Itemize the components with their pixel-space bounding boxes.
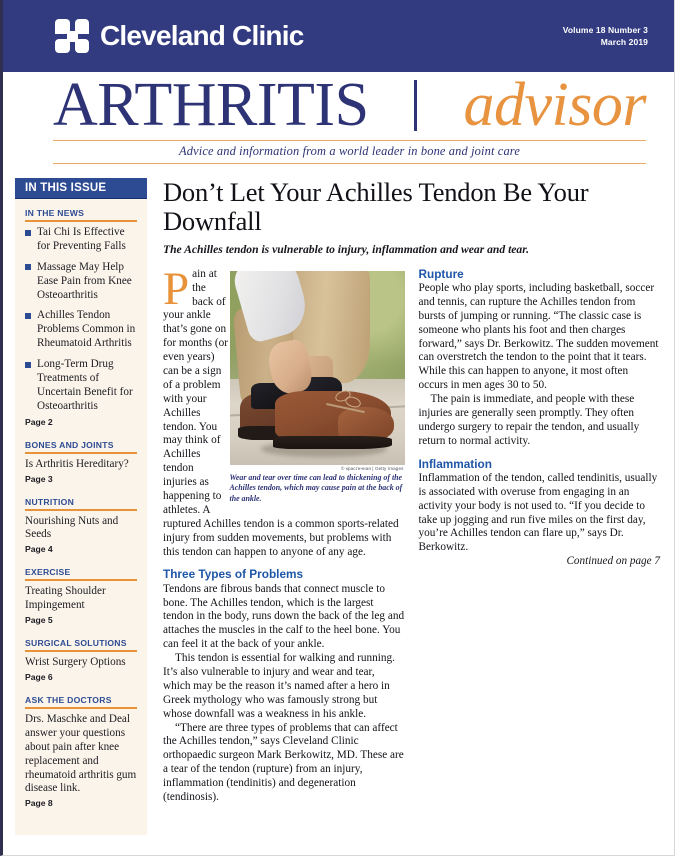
sidebar-kicker: IN THE NEWS [25,208,137,222]
lead-article [147,178,660,835]
article-figure [230,271,405,505]
sidebar-section-surgical-solutions [25,638,137,682]
tagline: Advice and information from a world leader in bone and joint care [179,144,520,158]
man-adjusting-brown-leather-shoe-photo [230,271,405,465]
subhead-three-types: Three Types of Problems [163,567,304,582]
article-paragraph: Inflammation of the tendon, called tendinitis, usually is associated with overuse from engaging in an activity your body is not used to. “If you decide to take up jogging and run five miles on the first day, you’re Achilles tendon can flare up,” says Dr. Berkowitz. [418,471,658,554]
article-paragraph: Tendons are fibrous bands that connect muscle to bone. The Achilles tendon, which is the largest tendon in the body, runs down the back of the leg and attaches the muscles in the calf to the heel bone. You can feel it at the back of your ankle. [163,582,405,651]
tagline-block [53,140,646,164]
photo-credit: © крастичная | Getty Images [341,466,404,472]
publication-logotype [53,71,646,140]
logotype-area [3,72,674,140]
sidebar-section-nutrition [25,497,137,555]
page-title: Don’t Let Your Achilles Tendon Be Your Downfall [163,177,589,237]
sidebar-page-ref[interactable]: Page 3 [25,473,53,484]
square-bullet-icon [25,313,31,319]
issue-info [563,24,660,49]
sidebar-section-in-the-news [25,208,137,427]
page-content [3,164,674,835]
sidebar-entry-title[interactable]: Is Arthritis Hereditary? [25,457,129,470]
sidebar-page-ref[interactable]: Page 4 [25,544,53,555]
square-bullet-icon [25,362,31,368]
sidebar-page-ref[interactable]: Page 5 [25,615,53,626]
article-paragraph: “There are three types of problems that can affect the Achilles tendon,” says Cleveland Clinic orthopaedic surgeon Mark Berkowitz, MD. These are a tear of the tendon (rupture) from an injury, inflammation (tendinitis) and degeneration (tendinosis). [163,721,404,804]
sidebar-entry-title[interactable]: Nourishing Nuts and Seeds [25,514,119,541]
article-deck: The Achilles tendon is vulnerable to injury, inflammation and wear and tear. [163,243,530,257]
sidebar-section-exercise [25,567,137,625]
sidebar-page-ref[interactable]: Page 6 [25,672,53,683]
sidebar-entry-title[interactable]: Treating Shoulder Impingement [25,585,106,612]
article-paragraph: This tendon is essential for walking and running. It’s also vulnerable to injury and wear and tear, which may be the reason it’s named after a hero in Greek mythology who was famously strong but whose downfall was a weakness in his ankle. [163,652,395,720]
article-paragraph: People who play sports, including basketball, soccer and tennis, can rupture the Achilles tendon from bursts of jumping or running. “The classic case is someone who plants his foot and then charges forward,” says Dr. Berkowitz. The sudden movement can overstretch the tendon to the point that it tears. While this can happen to anyone, it most often occurs in men ages 30 to 50. [418,281,659,392]
masthead-bar [3,0,674,72]
sidebar-page-ref[interactable]: Page 8 [25,798,53,809]
square-bullet-icon [25,230,31,236]
sidebar-bullet-list [25,226,137,414]
brand-lockup [55,19,304,53]
brand-name: Cleveland Clinic [100,20,304,51]
sidebar-title: IN THIS ISSUE [15,178,147,199]
sidebar-kicker: NUTRITION [25,497,137,511]
sidebar-kicker: ASK THE DOCTORS [25,695,137,709]
sidebar-section-bones-and-joints [25,440,137,484]
square-bullet-icon [25,264,31,270]
sidebar-section-ask-the-doctors [25,695,137,808]
sidebar-page-ref[interactable]: Page 2 [25,416,53,427]
issue-date: March 2019 [600,37,648,47]
subhead-rupture: Rupture [418,266,464,281]
list-item[interactable]: Achilles Tendon Problems Common in Rheumatoid Arthritis [25,309,137,351]
article-body-columns [163,262,660,833]
list-item[interactable]: Long-Term Drug Treatments of Uncertain Benefit for Osteoarthritis [25,358,137,414]
article-paragraph-lede: Pain at the back of your ankle that’s gone on for months (or even years) can be a sign of a problem with your Achilles tendon. You may think of Achilles tendon injuries as happening to athletes. A ruptured Achilles tendon is a common sports-related injury from sudden movements, but problems with this tendon can happen to anyone of any age. [163,262,399,558]
volume-line: Volume 18 Number 3 [562,24,648,35]
sidebar-sections [15,199,147,808]
photo-caption: Wear and tear over time can lead to thickening of the Achilles tendon, which may cause pain at the back of the ankle. [229,472,403,503]
article-paragraph: The pain is immediate, and people with these injuries are generally seen promptly. They often undergo surgery to repair the tendon, and usually return to normal activity. [418,393,640,447]
logotype-divider [414,80,417,131]
sidebar-kicker: BONES AND JOINTS [25,440,137,454]
list-item[interactable]: Tai Chi Is Effective for Preventing Falls [25,226,137,254]
subhead-inflammation: Inflammation [418,456,492,471]
logotype-advisor: advisor [463,71,646,139]
sidebar-kicker: SURGICAL SOLUTIONS [25,638,137,652]
sidebar-kicker: EXERCISE [25,567,137,581]
in-this-issue-sidebar [15,178,147,835]
sidebar-entry-title[interactable]: Wrist Surgery Options [25,656,126,669]
logotype-arthritis: ARTHRITIS [53,71,369,139]
continued-reference: Continued on page 7 [566,555,660,568]
sidebar-entry-title[interactable]: Drs. Maschke and Deal answer your questions about pain after knee replacement and rheumatoid arthritis gum disease link. [25,713,137,795]
list-item[interactable]: Massage May Help Ease Pain from Knee Osteoarthritis [25,261,137,303]
cleveland-clinic-pinwheel-logo-icon [55,19,89,53]
